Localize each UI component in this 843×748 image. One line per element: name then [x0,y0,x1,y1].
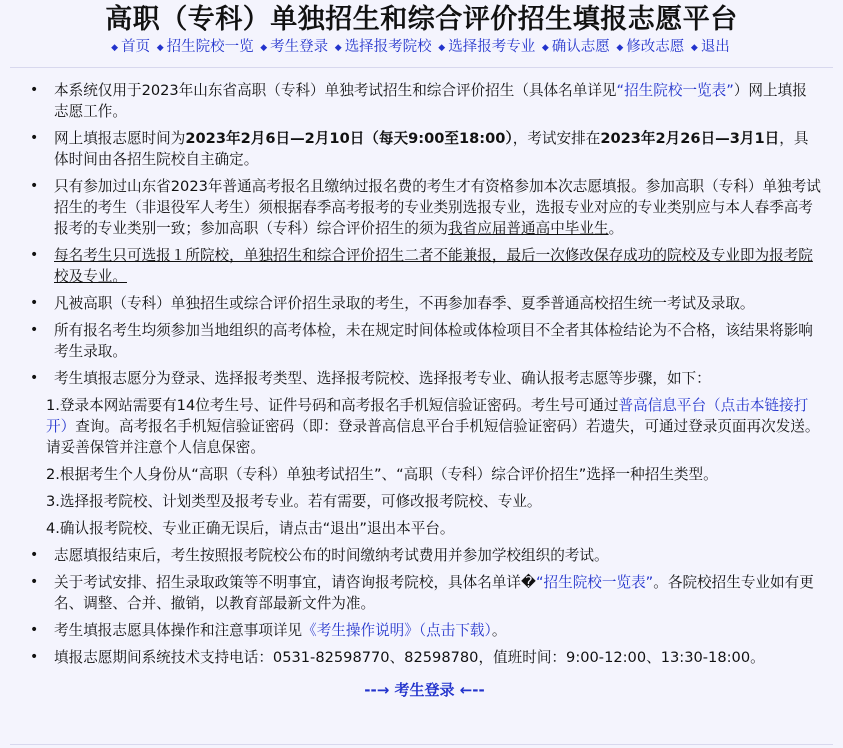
login-link[interactable]: --→ 考生登录 ←-- [364,681,485,699]
list-item: • 志愿填报结束后，考生按照报考院校公布的时间缴纳考试费用并参加学校组织的考试。 [30,547,609,564]
list-item [28,245,821,287]
apply-period: 2023年2月6日—2月10日（每天9:00至18:00） [185,130,513,147]
notice-content [0,68,843,701]
diamond-icon: ◆ [438,43,446,53]
bullet-icon: • [30,130,39,146]
important-notice: 每名考生只可选报１所院校，单独招生和综合评价招生二者不能兼报，最后一次修改保存成功的院校及专业即为报考院校及专业。 [54,247,813,285]
diamond-icon: ◆ [334,43,342,53]
info-platform-link[interactable]: 普高信息平台（点击本链接打开） [46,397,809,435]
list-item: • 凡被高职（专科）单独招生或综合评价招生录取的考生，不再参加春季、夏季普通高校招生统一考试及录取。 [30,295,755,312]
nav-select-school[interactable]: 选择报考院校 [344,39,432,55]
nav-modify[interactable]: 修改志愿 [626,39,685,55]
list-item: • 所有报名考生均须参加当地组织的高考体检，未在规定时间体检或体检项目不全者其体检结论为不合格，该结果将影响考生录取。 [30,322,813,360]
list-item: • 考生填报志愿具体操作和注意事项详见《考生操作说明》（点击下载）。 [30,622,507,639]
diamond-icon: ◆ [541,43,549,53]
top-nav [0,36,843,59]
nav-confirm[interactable]: 确认志愿 [551,39,610,55]
bullet-icon: • [30,622,39,638]
list-item: • 本系统仅用于2023年山东省高职（专科）单独考试招生和综合评价招生（具体名单详见“招生院校一览表”）网上填报志愿工作。 [30,82,807,120]
diamond-icon: ◆ [156,43,164,53]
list-item: • 网上填报志愿时间为2023年2月6日—2月10日（每天9:00至18:00），考试安排在2023年2月26日—3月1日，具体时间由各招生院校自主确定。 [30,130,809,168]
login-area [28,680,821,701]
bullet-icon: • [30,295,39,311]
nav-login[interactable]: 考生登录 [270,39,329,55]
bullet-icon: • [30,649,39,665]
operation-guide-link[interactable]: 《考生操作说明》（点击下载） [302,622,492,639]
school-list-link[interactable]: “招生院校一览表” [535,574,654,591]
step-item: 4.确认报考院校、专业正确无误后，请点击“退出”退出本平台。 [46,520,455,537]
diamond-icon: ◆ [616,43,624,53]
step-item: 3.选择报考院校、计划类型及报考专业。若有需要，可修改报考院校、专业。 [46,493,542,510]
school-list-link[interactable]: “招生院校一览表” [616,82,734,99]
diamond-icon: ◆ [260,43,268,53]
list-item: • 只有参加过山东省2023年普通高考报名且缴纳过报名费的考生才有资格参加本次志愿填报。参加高职（专科）单独考试招生的考生（非退役军人考生）须根据春季高考报考的专业类别选报专业，选报专业对应的专业类别应与本人春季高考报考的专业类别一致；参加高职（专科）综合评价招生的须为我省应届普通高中毕业生。 [30,178,821,237]
bullet-icon: • [30,370,39,386]
exam-period: 2023年2月26日—3月1日 [600,130,780,147]
bullet-icon: • [30,178,39,194]
divider [10,744,833,745]
bullet-icon: • [30,574,39,590]
list-item: • 填报志愿期间系统技术支持电话：0531-82598770、82598780，值班时间：9:00-12:00、13:30-18:00。 [30,649,765,666]
diamond-icon: ◆ [111,43,119,53]
nav-school-list[interactable]: 招生院校一览 [166,39,254,55]
page-title: 高职（专科）单独招生和综合评价招生填报志愿平台 [105,4,738,35]
nav-home[interactable]: 首页 [121,39,151,55]
list-item: • 考生填报志愿分为登录、选择报考类型、选择报考院校、选择报考专业、确认报考志愿等步骤，如下： [30,370,711,387]
list-item: • 关于考试安排、招生录取政策等不明事宜，请咨询报考院校，具体名单详�“招生院校一览表”。各院校招生专业如有更名、调整、合并、撤销，以教育部最新文件为准。 [30,574,814,612]
bullet-icon: • [30,547,39,563]
nav-exit[interactable]: 退出 [700,39,730,55]
bullet-icon: • [30,247,39,263]
bullet-icon: • [30,82,39,98]
nav-select-major[interactable]: 选择报考专业 [448,39,536,55]
step-item: 2.根据考生个人身份从“高职（专科）单独考试招生”、“高职（专科）综合评价招生”选择一种招生类型。 [46,466,718,483]
step-item: 1.登录本网站需要有14位考生号、证件号码和高考报名手机短信验证密码。考生号可通过普高信息平台（点击本链接打开）查询。高考报名手机短信验证密码（即：登录普高信息平台手机短信验证密码）若遗失，可通过登录页面再次发送。请妥善保管并注意个人信息保密。 [46,397,820,456]
bullet-icon: • [30,322,39,338]
diamond-icon: ◆ [690,43,698,53]
header [0,0,843,59]
